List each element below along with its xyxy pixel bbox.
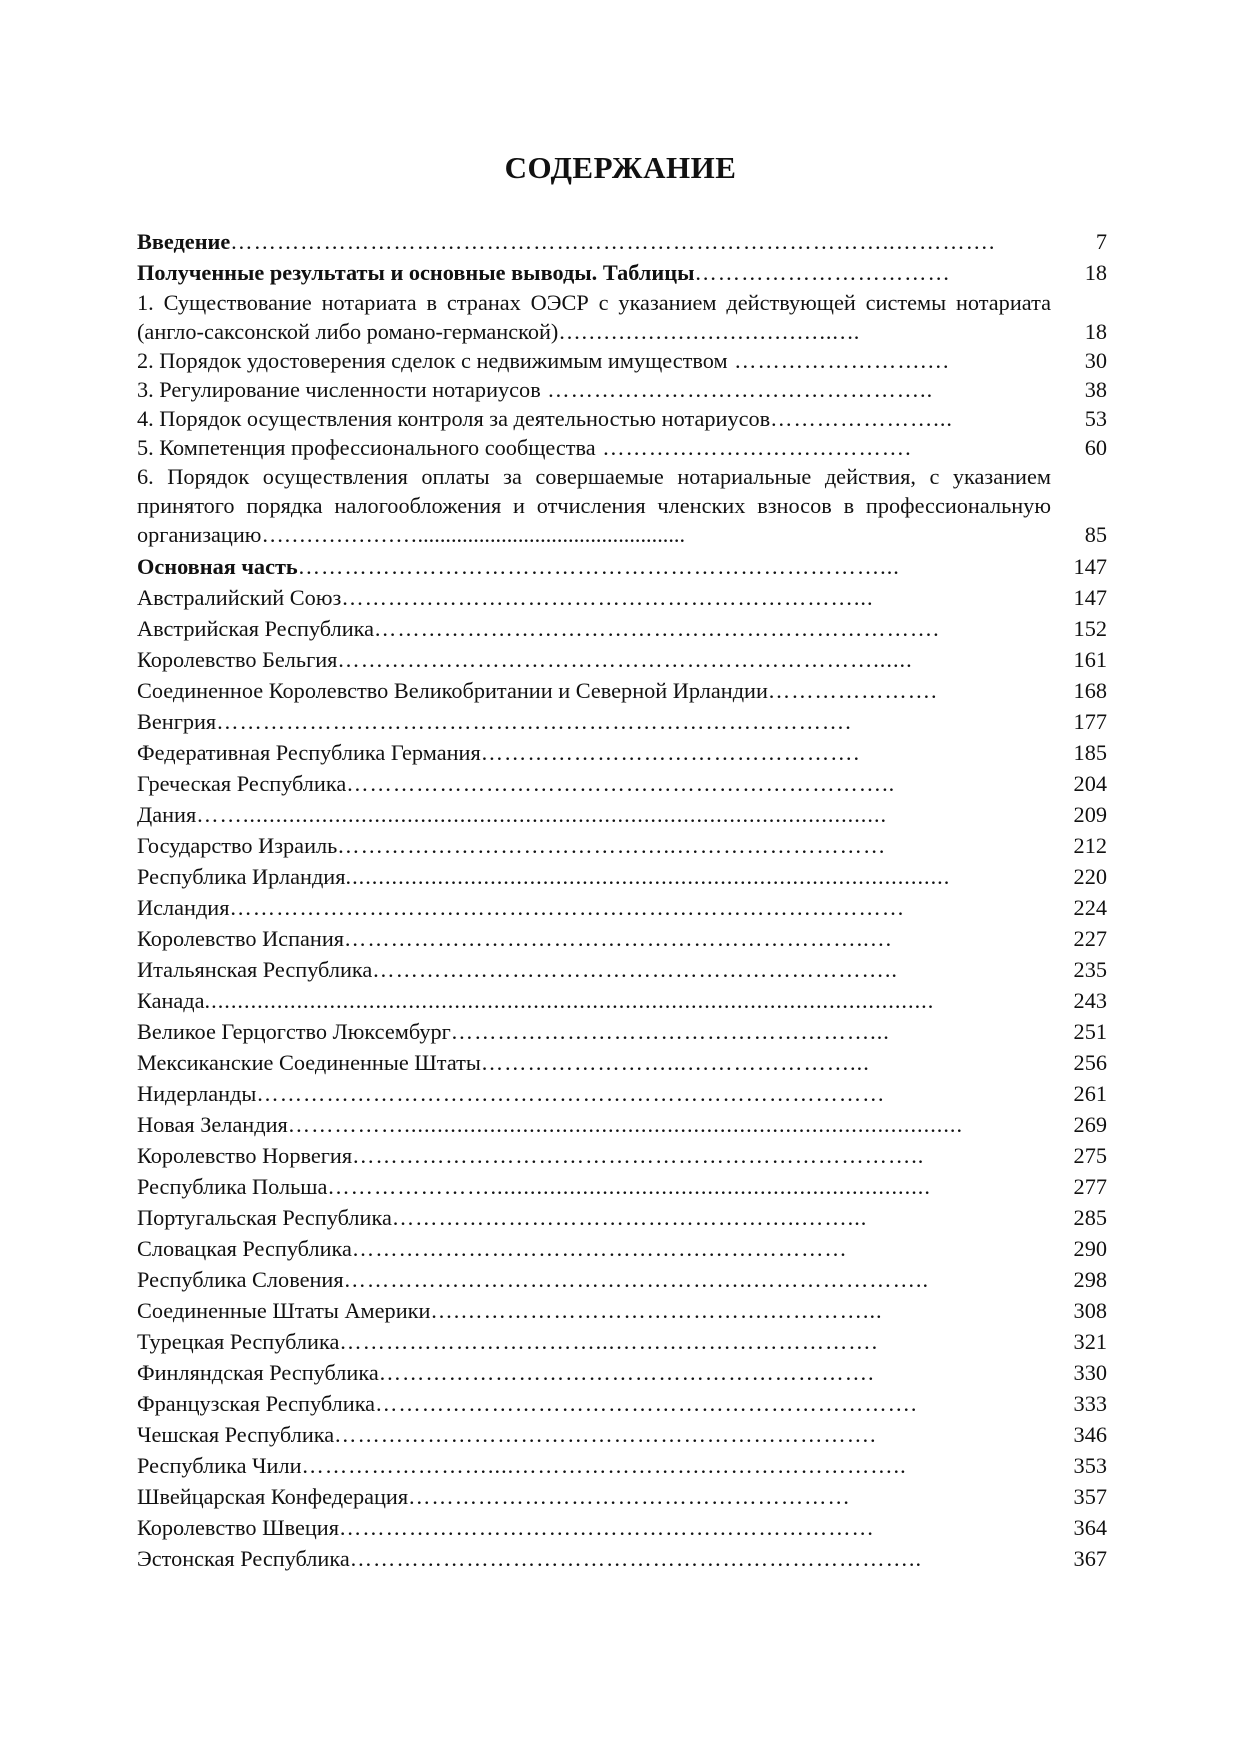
leader-dots: ……………………...…………………...	[480, 1050, 870, 1075]
toc-entry-country	[137, 675, 1107, 706]
page-number: 285	[1073, 1205, 1107, 1230]
toc-entry-intro	[137, 226, 1107, 257]
leader-dots: ……………………………………………………………………….	[216, 709, 852, 734]
toc-label: Французская Республика	[137, 1391, 376, 1416]
toc-entry-country	[137, 1388, 1107, 1419]
page-number: 261	[1073, 1081, 1107, 1106]
toc-label: Исландия	[137, 895, 230, 920]
toc-entry-main	[137, 551, 1107, 582]
page-number: 161	[1073, 647, 1107, 672]
toc-entry-country	[137, 1326, 1107, 1357]
page-number: 209	[1073, 802, 1107, 827]
toc-label: 6. Порядок осуществления оплаты за совершаемые нотариальные действия, с указанием принятого порядка налогообложения и отчисления членских взносов в профессиональную организацию	[137, 464, 1051, 547]
toc-entry-country	[137, 1047, 1107, 1078]
leader-dots: …………………………………………………………………...	[297, 554, 900, 579]
toc-entry-country	[137, 1295, 1107, 1326]
toc-entry-table-3	[137, 375, 1107, 404]
leader-dots: ……………………………………..………………………	[337, 833, 887, 858]
toc-entry-results	[137, 257, 1107, 288]
page-number: 290	[1073, 1236, 1107, 1261]
page-number: 367	[1073, 1546, 1107, 1571]
leader-dots: ...............................................................................................................	[204, 988, 935, 1013]
page-number: 168	[1073, 678, 1107, 703]
page-number: 227	[1073, 926, 1107, 951]
toc-entry-country	[137, 768, 1107, 799]
leader-dots: …………………………………………………………….	[375, 1391, 918, 1416]
toc-label: Швейцарская Конфедерация	[137, 1484, 409, 1509]
page-number: 152	[1073, 616, 1107, 641]
toc-label: 2. Порядок удостоверения сделок с недвижимым имуществом	[137, 348, 728, 373]
toc-label: Эстонская Республика	[137, 1546, 350, 1571]
toc-entry-country	[137, 613, 1107, 644]
page-number: 85	[1084, 522, 1107, 547]
page-number: 321	[1073, 1329, 1107, 1354]
leader-dots: ………………………………….	[595, 435, 912, 460]
toc-entry-country	[137, 1202, 1107, 1233]
leader-dots: ……..................................................................................................	[196, 802, 888, 827]
page-number: 346	[1073, 1422, 1107, 1447]
toc-entry-country	[137, 1264, 1107, 1295]
toc-label: Дания	[137, 802, 197, 827]
toc-entry-country	[137, 830, 1107, 861]
toc-label: Королевство Бельгия	[137, 647, 338, 672]
page-number: 185	[1073, 740, 1107, 765]
leader-dots: ………………………………………………………………………	[256, 1081, 886, 1106]
toc-entry-country	[137, 1512, 1107, 1543]
toc-label: Республика Польша	[137, 1174, 328, 1199]
toc-label: 3. Регулирование численности нотариусов	[137, 377, 541, 402]
toc-entry-country	[137, 1481, 1107, 1512]
leader-dots: …………………….…	[727, 348, 951, 373]
page-number: 53	[1084, 406, 1107, 431]
toc-entry-table-4	[137, 404, 1107, 433]
page-number: 243	[1073, 988, 1107, 1013]
toc-label: Республика Словения	[137, 1267, 344, 1292]
toc-label: Греческая Республика	[137, 771, 347, 796]
toc-entry-country	[137, 1016, 1107, 1047]
page-number: 224	[1073, 895, 1107, 920]
toc-entry-country	[137, 1543, 1107, 1574]
toc-entry-country	[137, 1233, 1107, 1264]
leader-dots: ……………………………………………..…………………..	[343, 1267, 930, 1292]
toc-label: 5. Компетенция профессионального сообщества	[137, 435, 596, 460]
leader-dots: ………………………………………………………………..	[352, 1143, 925, 1168]
toc-entry-country	[137, 1109, 1107, 1140]
toc-label: Турецкая Республика	[137, 1329, 340, 1354]
toc-label: Мексиканские Соединенные Штаты	[137, 1050, 481, 1075]
toc-entry-country	[137, 737, 1107, 768]
toc-entry-country	[137, 644, 1107, 675]
leader-dots: …………………...	[770, 406, 953, 431]
toc-label: 1. Существование нотариата в странах ОЭСР с указанием действующей системы нотариата (англо-саксонской либо романо-германской)	[137, 290, 1051, 344]
page-number: 38	[1084, 377, 1107, 402]
toc-label: Словацкая Республика	[137, 1236, 352, 1261]
toc-label: Новая Зеландия	[137, 1112, 288, 1137]
page-number: 147	[1073, 585, 1107, 610]
toc-label: Соединенные Штаты Америки	[137, 1298, 431, 1323]
toc-entry-country	[137, 923, 1107, 954]
leader-dots: …………….....................................................................................	[287, 1112, 964, 1137]
toc-label: Королевство Швеция	[137, 1515, 339, 1540]
toc-entry-table-6	[137, 462, 1107, 549]
toc-label: Великое Герцогство Люксембург	[137, 1019, 451, 1044]
toc-label: Королевство Испания	[137, 926, 345, 951]
toc-label: Республика Ирландия	[137, 864, 346, 889]
leader-dots: …………………………………………………………..…	[344, 926, 894, 951]
leader-dots: ……………………………………………………………………………	[229, 895, 906, 920]
page-number: 333	[1073, 1391, 1107, 1416]
leader-dots: ……………………………………………..……...	[391, 1205, 868, 1230]
page-number: 256	[1073, 1050, 1107, 1075]
page-number: 298	[1073, 1267, 1107, 1292]
leader-dots: ……………………………………………………………	[338, 1515, 875, 1540]
toc-entry-country	[137, 892, 1107, 923]
leader-dots: ……………………………...…………………………….	[339, 1329, 879, 1354]
toc-entry-country	[137, 954, 1107, 985]
leader-dots: …………………………………………………	[408, 1484, 851, 1509]
page-number: 18	[1084, 319, 1107, 344]
toc-entry-country	[137, 1171, 1107, 1202]
toc-label: Португальская Республика	[137, 1205, 392, 1230]
toc-label: Республика Чили	[137, 1453, 302, 1478]
page-number: 357	[1073, 1484, 1107, 1509]
toc-entry-country	[137, 985, 1107, 1016]
leader-dots: ……………………....…………………….……………………..	[301, 1453, 907, 1478]
toc-entry-country	[137, 1419, 1107, 1450]
leader-dots: …………………………………………………………….	[334, 1422, 877, 1447]
toc-label: Венгрия	[137, 709, 217, 734]
leader-dots: …………………................................................	[261, 522, 686, 547]
toc-label: Государство Израиль	[137, 833, 338, 858]
page-number: 177	[1073, 709, 1107, 734]
page-number: 330	[1073, 1360, 1107, 1385]
leader-dots: …………………...................................................................	[327, 1174, 931, 1199]
page-number: 147	[1073, 554, 1107, 579]
leader-dots: …………………………………………………………...	[341, 585, 874, 610]
page-number: 251	[1073, 1019, 1107, 1044]
page-number: 364	[1073, 1515, 1107, 1540]
toc-entry-country	[137, 1357, 1107, 1388]
leader-dots: ……………………………	[694, 260, 951, 285]
page-number: 235	[1073, 957, 1107, 982]
toc-label: Полученные результаты и основные выводы. Таблицы	[137, 260, 695, 285]
toc-label: Финляндская Республика	[137, 1360, 379, 1385]
toc-label: Австрийская Республика	[137, 616, 375, 641]
page-number: 30	[1084, 348, 1107, 373]
toc-label: Итальянская Республика	[137, 957, 373, 982]
leader-dots: ….………………………………….…………...	[430, 1298, 883, 1323]
page-number: 220	[1073, 864, 1107, 889]
country-list	[137, 582, 1107, 1574]
toc-label: Королевство Норвегия	[137, 1143, 353, 1168]
page-number: 275	[1073, 1143, 1107, 1168]
page-number: 308	[1073, 1298, 1107, 1323]
page-number: 269	[1073, 1112, 1107, 1137]
toc-label: Введение	[137, 229, 231, 254]
leader-dots: ……………………………………………………….	[378, 1360, 875, 1385]
page-number: 212	[1073, 833, 1107, 858]
toc-label: Федеративная Республика Германия	[137, 740, 481, 765]
leader-dots: ……………………………………………………………......	[337, 647, 913, 672]
leader-dots: ……………………………………….………………	[351, 1236, 848, 1261]
leader-dots: ……………………………………………………………….	[374, 616, 940, 641]
leader-dots: ………………………………………….	[480, 740, 861, 765]
toc-label: Основная часть	[137, 554, 298, 579]
leader-dots: ………………………………………………...	[450, 1019, 890, 1044]
leader-dots: ………………………………………………………………..	[349, 1546, 923, 1571]
toc-entry-table-5	[137, 433, 1107, 462]
toc-entry-country	[137, 1078, 1107, 1109]
page-number: 60	[1084, 435, 1107, 460]
leader-dots: ……………………………………………………………..	[346, 771, 896, 796]
toc-entry-country	[137, 799, 1107, 830]
page-number: 204	[1073, 771, 1107, 796]
page-number: 7	[1095, 229, 1107, 254]
toc-label: Канада	[137, 988, 205, 1013]
toc-entry-country	[137, 1140, 1107, 1171]
table-of-contents	[137, 226, 1107, 1574]
toc-label: Австралийский Союз	[137, 585, 342, 610]
page-number: 277	[1073, 1174, 1107, 1199]
toc-entry-table-2	[137, 346, 1107, 375]
toc-label: 4. Порядок осуществления контроля за деятельностью нотариусов	[137, 406, 771, 431]
toc-entry-country	[137, 861, 1107, 892]
toc-entry-country	[137, 582, 1107, 613]
leader-dots: …………………………………………..	[540, 377, 934, 402]
leader-dots: ………………….	[767, 678, 938, 703]
leader-dots: ……………………………….….	[558, 319, 860, 344]
toc-label: Нидерланды	[137, 1081, 257, 1106]
toc-label: Соединенное Королевство Великобритании и Северной Ирландии	[137, 678, 768, 703]
page-number: 18	[1084, 260, 1107, 285]
page-number: 353	[1073, 1453, 1107, 1478]
leader-dots: ............................................................................................	[345, 864, 951, 889]
toc-entry-country	[137, 706, 1107, 737]
toc-entry-country	[137, 1450, 1107, 1481]
page-title: СОДЕРЖАНИЕ	[504, 150, 737, 185]
leader-dots: …………………………………………………………..	[372, 957, 898, 982]
toc-label: Чешская Республика	[137, 1422, 335, 1447]
leader-dots: …………………………………………………………………………..………….	[230, 229, 996, 254]
toc-entry-table-1	[137, 288, 1107, 346]
